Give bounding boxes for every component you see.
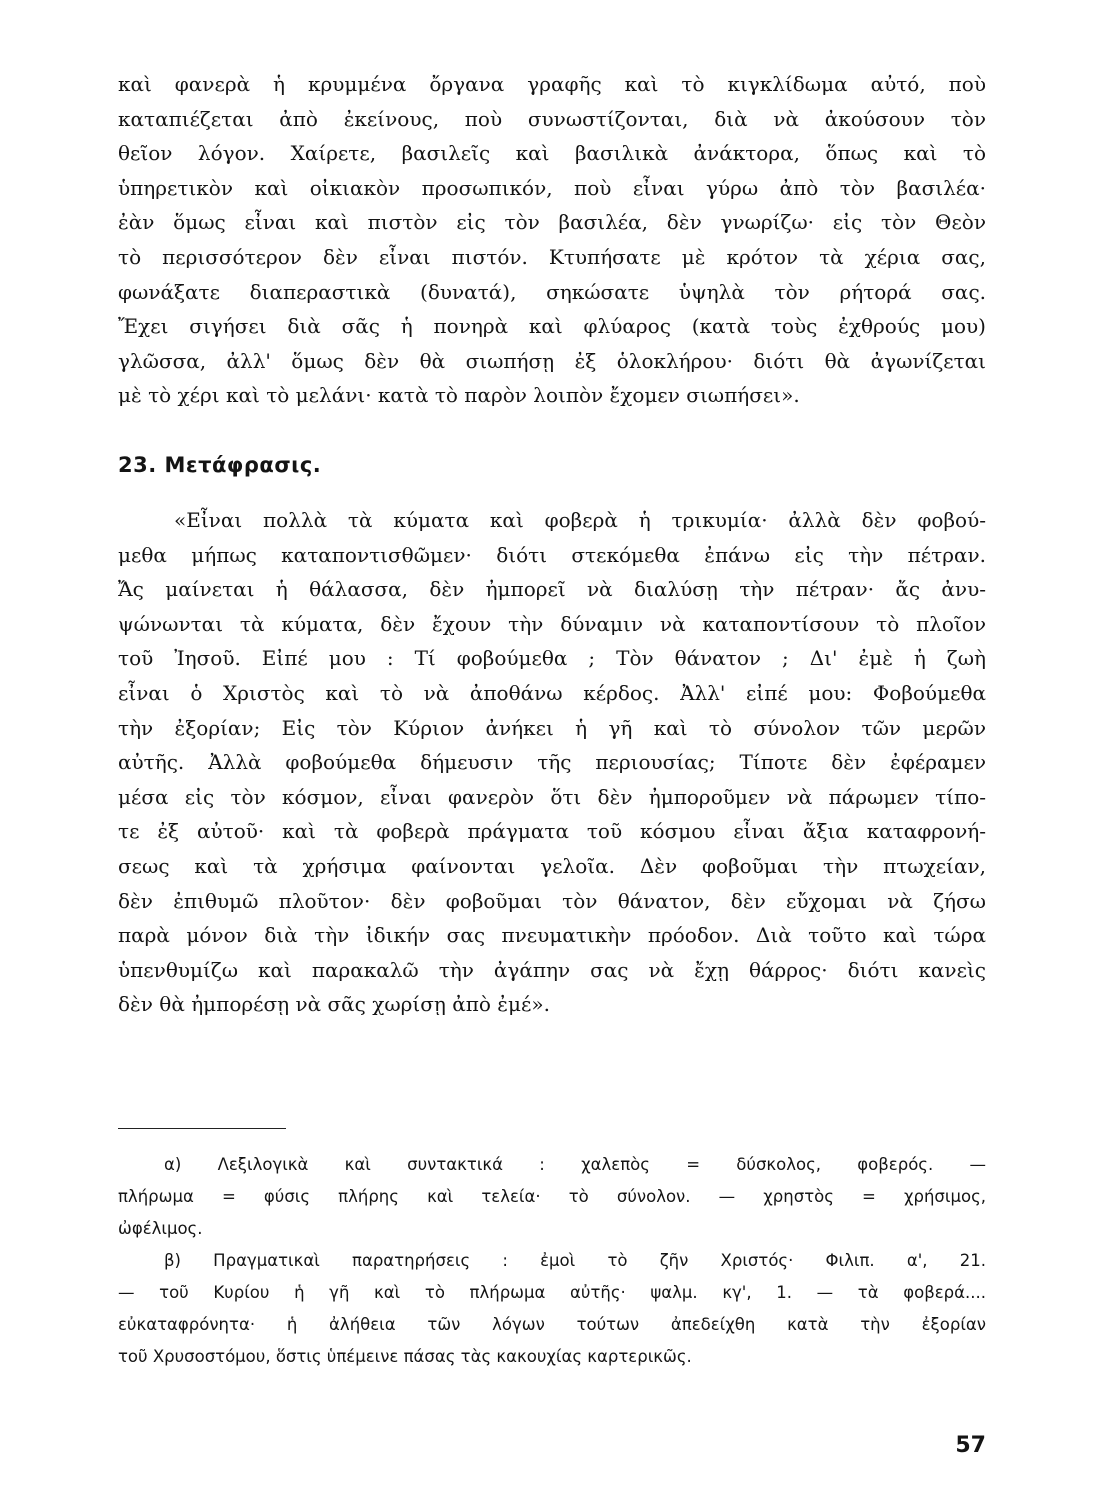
text-line: τοῦ Ἰησοῦ. Εἰπέ μου : Τί φοβούμεθα ; Τὸν θάνατον ; Δι' ἐμὲ ἡ ζωὴ	[118, 646, 986, 671]
text-line: εἶναι ὁ Χριστὸς καὶ τὸ νὰ ἀποθάνω κέρδος. Ἀλλ' εἰπέ μου: Φοβούμεθα	[118, 680, 986, 705]
text-line: παρὰ μόνον διὰ τὴν ἰδικήν σας πνευματικὴν πρόοδον. Διὰ τοῦτο καὶ τώρα	[118, 923, 986, 948]
text-line: μέσα εἰς τὸν κόσμον, εἶναι φανερὸν ὅτι δὲν ἠμποροῦμεν νὰ πάρωμεν τίπο-	[118, 784, 986, 809]
text-line: καὶ φανερὰ ἡ κρυμμένα ὄργανα γραφῆς καὶ τὸ κιγκλίδωμα αὐτό, ποὺ	[118, 72, 986, 96]
text-line: ὑπηρετικὸν καὶ οἰκιακὸν προσωπικόν, ποὺ εἶναι γύρω ἀπὸ τὸν βασιλέα·	[118, 175, 986, 200]
top-passage	[118, 67, 986, 413]
text-line: μὲ τὸ χέρι καὶ τὸ μελάνι· κατὰ τὸ παρὸν λοιπὸν ἔχομεν σιωπήσει».	[118, 383, 800, 408]
text-line: γλῶσσα, ἀλλ' ὅμως δὲν θὰ σιωπήσῃ ἐξ ὁλοκλήρου· διότι θὰ ἀγωνίζεται	[118, 348, 986, 373]
text-line: δὲν ἐπιθυμῶ πλοῦτον· δὲν φοβοῦμαι τὸν θάνατον, δὲν εὔχομαι νὰ ζήσω	[118, 888, 986, 913]
text-line: σεως καὶ τὰ χρήσιμα φαίνονται γελοῖα. Δὲν φοβοῦμαι τὴν πτωχείαν,	[118, 853, 986, 878]
section-heading: 23. Μετάφρασις.	[118, 453, 322, 477]
text-line: Ἄς μαίνεται ἡ θάλασσα, δὲν ἠμπορεῖ νὰ διαλύσῃ τὴν πέτραν· ἄς ἀνυ-	[118, 577, 986, 602]
text-line: ψώνωνται τὰ κύματα, δὲν ἔχουν τὴν δύναμιν νὰ καταποντίσουν τὸ πλοῖον	[118, 611, 986, 636]
text-line: τε ἐξ αὐτοῦ· καὶ τὰ φοβερὰ πράγματα τοῦ κόσμου εἶναι ἄξια καταφρονή-	[118, 819, 986, 844]
footnote-line: ὠφέλιμος.	[118, 1219, 203, 1238]
footnote-line: β) Πραγματικαὶ παρατηρήσεις : ἐμοὶ τὸ ζῆν Χριστός· Φιλιπ. α', 21.	[164, 1251, 986, 1270]
footnote-line: α) Λεξιλογικὰ καὶ συντακτικά : χαλεπὸς = δύσκολος, φοβερός. —	[164, 1155, 986, 1174]
text-line: «Εἶναι πολλὰ τὰ κύματα καὶ φοβερὰ ἡ τρικυμία· ἀλλὰ δὲν φοβού-	[174, 508, 986, 532]
footnote-line: εὐκαταφρόνητα· ἡ ἀλήθεια τῶν λόγων τούτων ἀπεδείχθη κατὰ τὴν ἐξορίαν	[118, 1315, 986, 1334]
footnotes	[118, 1149, 986, 1373]
text-line: τὴν ἐξορίαν; Εἰς τὸν Κύριον ἀνήκει ἡ γῆ καὶ τὸ σύνολον τῶν μερῶν	[118, 715, 986, 740]
text-line: Ἔχει σιγήσει διὰ σᾶς ἡ πονηρὰ καὶ φλύαρος (κατὰ τοὺς ἐχθρούς μου)	[118, 314, 986, 339]
text-line: ἐὰν ὅμως εἶναι καὶ πιστὸν εἰς τὸν βασιλέα, δὲν γνωρίζω· εἰς τὸν Θεὸν	[118, 210, 986, 235]
text-line: θεῖον λόγον. Χαίρετε, βασιλεῖς καὶ βασιλικὰ ἀνάκτορα, ὅπως καὶ τὸ	[118, 141, 986, 166]
text-line: ὑπενθυμίζω καὶ παρακαλῶ τὴν ἀγάπην σας νὰ ἔχῃ θάρρος· διότι κανεὶς	[118, 957, 986, 982]
text-line: τὸ περισσότερον δὲν εἶναι πιστόν. Κτυπήσατε μὲ κρότον τὰ χέρια σας,	[118, 244, 986, 269]
text-line: καταπιέζεται ἀπὸ ἐκείνους, ποὺ συνωστίζονται, διὰ νὰ ἀκούσουν τὸν	[118, 106, 986, 131]
translation-passage	[118, 503, 986, 1022]
footnote-line: τοῦ Χρυσοστόμου, ὅστις ὑπέμεινε πάσας τὰς κακουχίας καρτερικῶς.	[118, 1347, 692, 1366]
text-line: αὐτῆς. Ἀλλὰ φοβούμεθα δήμευσιν τῆς περιουσίας; Τίποτε δὲν ἐφέραμεν	[118, 750, 986, 775]
footnote-line: — τοῦ Κυρίου ἡ γῆ καὶ τὸ πλήρωμα αὐτῆς· ψαλμ. κγ', 1. — τὰ φοβερά....	[118, 1283, 986, 1302]
text-line: μεθα μήπως καταποντισθῶμεν· διότι στεκόμεθα ἐπάνω εἰς τὴν πέτραν.	[118, 542, 986, 567]
footnote-separator	[118, 1128, 286, 1129]
page-number: 57	[955, 1433, 986, 1458]
text-line: φωνάξατε διαπεραστικὰ (δυνατά), σηκώσατε ὑψηλὰ τὸν ρήτορά σας.	[118, 279, 986, 304]
text-line: δὲν θὰ ἠμπορέσῃ νὰ σᾶς χωρίσῃ ἀπὸ ἐμέ».	[118, 992, 550, 1017]
footnote-line: πλήρωμα = φύσις πλήρης καὶ τελεία· τὸ σύνολον. — χρηστὸς = χρήσιμος,	[118, 1187, 986, 1206]
